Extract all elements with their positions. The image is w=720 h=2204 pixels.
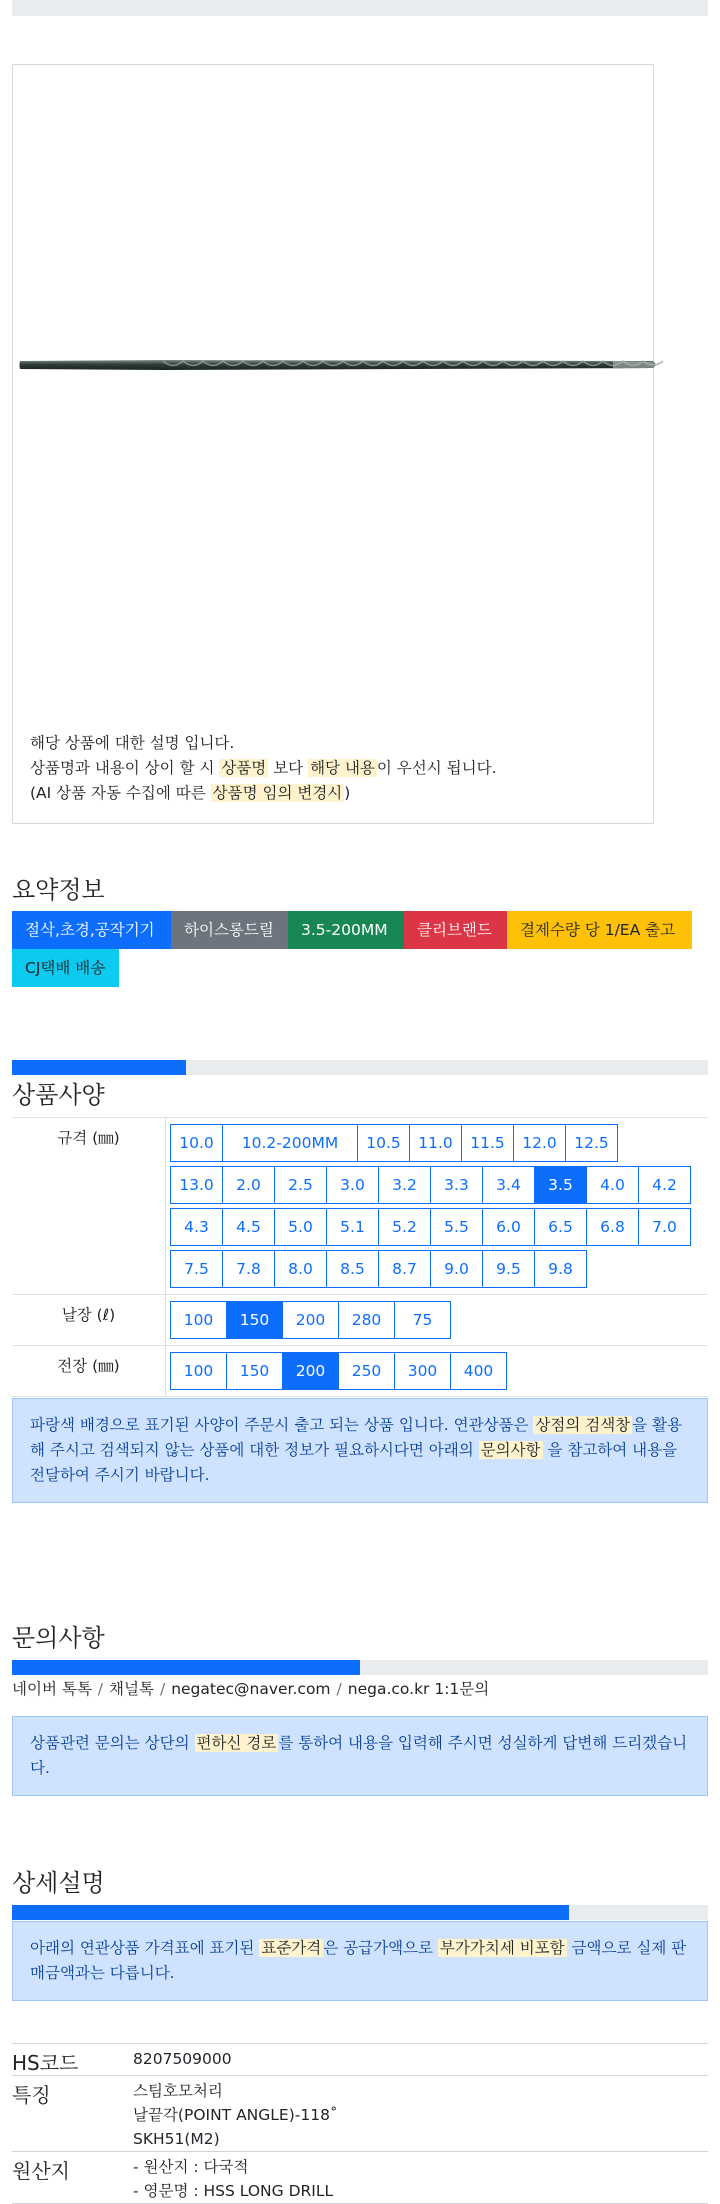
drill-image [13,345,655,385]
spec-option-button[interactable]: 3.3 [430,1166,483,1204]
info-value-line: 날끝각(POINT ANGLE)-118˚ [133,2106,338,2124]
highlight: 해당 내용 [310,759,375,777]
spec-option-button[interactable]: 13.0 [170,1166,223,1204]
channel-naver-talk[interactable]: 네이버 톡톡 [12,1680,92,1698]
info-label-origin: 원산지 [12,2159,70,2183]
separator: / [336,1680,342,1698]
spec-option-button[interactable]: 4.2 [638,1166,691,1204]
spec-option-button[interactable]: 280 [338,1301,395,1339]
spec-option-button[interactable]: 12.5 [565,1124,618,1162]
info-value-line: SKH51(M2) [133,2130,220,2148]
desc-text: 상품명과 내용이 상이 할 시 [30,759,220,777]
description-line-3 [30,781,497,806]
spec-option-button[interactable]: 2.0 [222,1166,275,1204]
spec-row-total-length [12,1346,708,1397]
badge-brand: 클리브랜드 [404,911,507,949]
option-line [170,1250,708,1288]
badge-quantity: 결제수량 당 1/EA 출고 [507,911,692,949]
spec-notice [12,1398,708,1503]
spec-option-button[interactable]: 200 [282,1352,339,1390]
desc-text: (AI 상품 자동 수집에 따른 [30,784,211,802]
spec-option-button[interactable]: 10.0 [170,1124,223,1162]
spec-option-button[interactable]: 10.5 [357,1124,410,1162]
spec-option-button[interactable]: 3.0 [326,1166,379,1204]
spec-label-flute-length: 날장 (ℓ) [61,1306,116,1324]
spec-option-button[interactable]: 6.5 [534,1208,587,1246]
spec-option-button[interactable]: 150 [226,1301,283,1339]
notice-text: 상품관련 문의는 상단의 [30,1734,195,1752]
spec-option-button[interactable]: 3.2 [378,1166,431,1204]
notice-text: 을 참고하여 내용을 전달하여 주시기 바랍니다. [30,1441,678,1484]
spec-row-flute-length [12,1295,708,1346]
option-line [170,1208,708,1246]
separator: / [97,1680,104,1698]
specs-progress-fill [12,1060,186,1075]
channel-channeltalk[interactable]: 채널톡 [109,1680,154,1698]
spec-option-button[interactable]: 6.0 [482,1208,535,1246]
details-title: 상세설명 [12,1869,105,1897]
spec-options-total-length [165,1346,708,1396]
notice-text: 아래의 연관상품 가격표에 표기된 [30,1939,260,1957]
spec-option-button[interactable]: 9.8 [534,1250,587,1288]
contact-channels [12,1677,489,1699]
details-progress-bar [12,1905,708,1920]
spec-option-button[interactable]: 6.8 [586,1208,639,1246]
spec-option-button[interactable]: 5.0 [274,1208,327,1246]
badge-size: 3.5-200MM [288,911,404,949]
spec-option-button[interactable]: 11.0 [409,1124,462,1162]
highlight: 상품명 임의 변경시 [212,784,343,802]
option-line [170,1352,708,1390]
description-line-2 [30,756,497,781]
description-line-1: 해당 상품에 대한 설명 입니다. [30,734,235,752]
highlight-vat: 부가가치세 비포함 [439,1939,565,1957]
spec-option-button[interactable]: 12.0 [513,1124,566,1162]
channel-website-inquiry[interactable]: nega.co.kr 1:1문의 [347,1680,490,1698]
spec-option-button[interactable]: 2.5 [274,1166,327,1204]
option-line [170,1301,708,1339]
info-value-origin [133,2152,708,2203]
specs-progress-bar [12,1060,708,1075]
highlight-route: 편하신 경로 [196,1734,277,1752]
details-notice [12,1921,708,2001]
spec-option-button[interactable]: 75 [394,1301,451,1339]
spec-option-button[interactable]: 5.5 [430,1208,483,1246]
info-row-origin [12,2152,708,2204]
spec-options-flute-length [165,1295,708,1345]
spec-label-total-length: 전장 (㎜) [57,1357,120,1375]
spec-option-button[interactable]: 4.5 [222,1208,275,1246]
notice-text: 파랑색 배경으로 표기된 사양이 주문시 출고 되는 상품 입니다. 연관상품은 [30,1416,534,1434]
spec-option-button[interactable]: 9.5 [482,1250,535,1288]
info-table [12,2043,708,2204]
inquiry-progress-fill [12,1660,360,1675]
highlight-search: 상점의 검색창 [535,1416,631,1434]
info-label-hscode: HS코드 [12,2051,79,2075]
badge-category: 절삭,초경,공작기기 [12,911,171,949]
spec-options-size [165,1118,708,1294]
spec-option-button[interactable]: 8.7 [378,1250,431,1288]
spec-option-button[interactable]: 11.5 [461,1124,514,1162]
spec-option-button[interactable]: 5.2 [378,1208,431,1246]
details-progress-fill [12,1905,569,1920]
highlight: 상품명 [221,759,267,777]
spec-option-button[interactable]: 7.5 [170,1250,223,1288]
info-value-line: 스팀호모처리 [133,2082,223,2100]
highlight-inquiry: 문의사항 [480,1441,541,1459]
spec-option-button[interactable]: 400 [450,1352,507,1390]
spec-option-button[interactable]: 5.1 [326,1208,379,1246]
spec-option-button[interactable]: 100 [170,1301,227,1339]
spec-option-button[interactable]: 250 [338,1352,395,1390]
inquiry-progress-bar [12,1660,708,1675]
spec-row-size [12,1118,708,1295]
spec-table [12,1117,708,1397]
spec-option-button[interactable]: 4.0 [586,1166,639,1204]
product-image-card [12,64,654,824]
product-description [30,731,497,806]
channel-email[interactable]: negatec@naver.com [171,1680,331,1698]
desc-text: ) [344,784,351,802]
spec-option-button[interactable]: 3.5 [534,1166,587,1204]
info-row-hscode [12,2044,708,2076]
inquiry-notice [12,1716,708,1796]
spec-option-button[interactable]: 7.8 [222,1250,275,1288]
inquiry-title: 문의사항 [12,1624,105,1652]
spec-option-button[interactable]: 7.0 [638,1208,691,1246]
specs-title: 상품사양 [12,1081,105,1109]
summary-title: 요약정보 [12,876,105,904]
info-row-features [12,2076,708,2152]
desc-text: 보다 [268,759,309,777]
option-line [170,1124,708,1162]
option-line [170,1166,708,1204]
spec-option-button[interactable]: 4.3 [170,1208,223,1246]
info-value-line: 8207509000 [133,2050,232,2068]
spec-option-button[interactable]: 8.5 [326,1250,379,1288]
separator: / [159,1680,166,1698]
badge-shipping: CJ택배 배송 [12,949,119,987]
spec-option-button[interactable]: 150 [226,1352,283,1390]
badge-type: 하이스롱드릴 [171,911,288,949]
top-bar [12,0,708,16]
spec-option-button[interactable]: 10.2-200MM [222,1124,358,1162]
info-value-features [133,2076,708,2151]
info-value-line: - 원산지 : 다국적 [133,2158,249,2176]
spec-option-button[interactable]: 300 [394,1352,451,1390]
desc-text: 이 우선시 됩니다. [376,759,497,777]
spec-option-button[interactable]: 100 [170,1352,227,1390]
info-value-hscode [133,2044,708,2071]
info-value-line: - 영문명 : HSS LONG DRILL [133,2182,334,2200]
highlight-standard-price: 표준가격 [261,1939,322,1957]
notice-text: 을 활용해 주시고 검색되지 않는 상품에 대한 정보가 필요하시다면 아래의 [30,1416,683,1459]
notice-text: 를 통하여 내용을 입력해 주시면 성실하게 답변해 드리겠습니다. [30,1734,688,1777]
notice-text: 금액으로 실제 판매금액과는 다릅니다. [30,1939,687,1982]
spec-option-button[interactable]: 200 [282,1301,339,1339]
notice-text: 은 공급가액으로 [323,1939,438,1957]
spec-option-button[interactable]: 8.0 [274,1250,327,1288]
info-label-features: 특징 [12,2083,51,2107]
spec-option-button[interactable]: 9.0 [430,1250,483,1288]
spec-option-button[interactable]: 3.4 [482,1166,535,1204]
spec-label-size: 규격 (㎜) [57,1129,120,1147]
